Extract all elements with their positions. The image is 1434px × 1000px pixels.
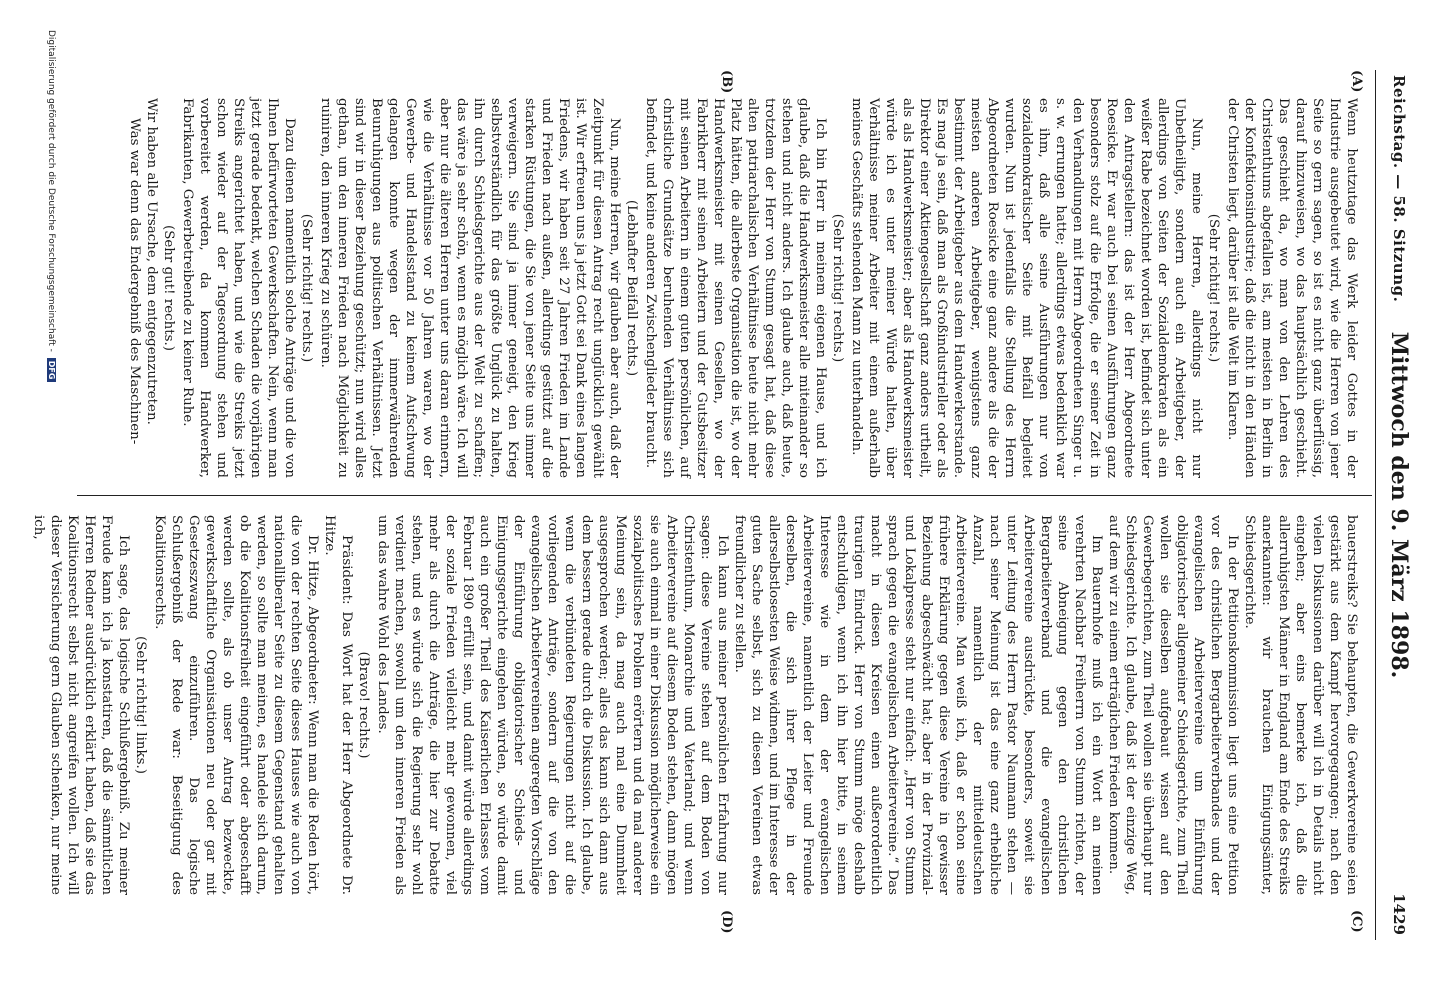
interjection: (Sehr richtig! rechts.) [1206, 213, 1221, 363]
header-title: Reichstag. — 58. Sitzung. [1390, 75, 1408, 303]
interjection: (Lebhafter Beifall rechts.) [624, 199, 639, 377]
marker-b: (B) [719, 70, 734, 94]
paragraph: Dr. Hitze, Abgeordneter: Wenn man die Reden hört, die von der rechten Seite dieses Hauses wie auch von nationalliberaler Seite zu diesem Gegenstand gehalten werden, so sollte man meinen, es handele sich darum, ob die Koalitionsfreiheit eingeführt oder abgeschafft werden sollte, als ob unser Antrag bezweckte, gewerkschaftliche Organisationen neu oder gar mit Gesetzeszwang einzuführen. Das logische Schlußergebniß der Rede war: Beseitigung des Koalitionsrechts. [152, 515, 320, 895]
right-column [31, 515, 1360, 895]
paragraph: Präsident: Das Wort hat der Herr Abgeordnete Dr. Hitze. [322, 515, 354, 895]
paragraph: Wenn heutzutage das Werk leider Gottes in der Industrie ausgebeutet wird, wie die Herren von jener Seite so gern sagen, so ist es nicht ganz überflüssig, darauf hinzuweisen, wo das hauptsächlich geschieht. Das geschieht da, wo man von den Lehren des Christenthums abgefallen ist, am meisten in Berlin in der Konfektionsindustrie; daß die nicht in den Händen der Christen liegt, darüber ist alle Welt im Klaren. [1225, 98, 1359, 478]
paragraph: bauerstreiks? Sie behaupten, die Gewerkvereine seien gestärkt aus dem Kampf hervorgegangen; nach den vielen Diskussionen darüber will ich in Details nicht eingehen; aber eins bemerke ich, daß die allerruhigsten Männer in England am Ende des Streiks anerkannten: wir brauchen Einigungsämter, Schiedsgerichte. [1242, 515, 1359, 895]
interjection: (Sehr richtig! links.) [133, 636, 148, 774]
paragraph: Ich bin Herr in meinem eigenen Hause, und ich glaube, daß die Handwerksmeister alle miteinander so stehen und nicht anders. Ich glaube auch, daß heute, trotzdem der Herr von Stumm gesagt hat, daß diese alten patriarchalischen Verhältnisse heute nicht mehr Platz hätten, die allerbeste Organisation die ist, wo der Handwerksmeister mit seinen Gesellen, wo der Fabrikherr mit seinen Arbeitern und der Gutsbesitzer mit seinen Arbeitern in einem guten persönlichen, auf christliche Grundsätze beruhenden Verhältnisse sich befindet, und keine anderen Zwischenglieder braucht. [643, 98, 828, 478]
marker-a: (A) [1349, 70, 1364, 93]
page-header [1378, 75, 1412, 935]
page-number: 1429 [1390, 893, 1408, 935]
paragraph: Wir haben alle Ursache, dem entgegenzutreten. [144, 98, 159, 425]
dfg-logo: DFG [47, 358, 56, 383]
footer-credit: Digitalisierung gefördert durch die Deutsche Forschungsgemeinschaft - [46, 30, 56, 352]
paragraph: Nun, meine Herren, wir glauben aber auch, daß der Zeitpunkt für diesen Antrag recht unglücklich gewählt ist. Wir erfreuen uns ja jetzt Gott sei Dank eines langen Friedens, wir haben seit 27 Jahren Frieden im Lande und Frieden nach außen, allerdings gestützt auf die starken Rüstungen, die Sie von jener Seite uns immer verweigern. Sie sind ja immer geneigt, den Krieg selbstverständlich für das größte Unglück zu halten, ihn durch Schiedsgerichte aus der Welt zu schaffen; das wäre ja sehr schön, wenn es möglich wäre. Ich will aber nur die älteren Herren unter uns daran erinnern, wie die Verhältnisse vor 50 Jahren waren, wo der Gewerbe- und Handelsstand zu keinem Aufschwung gelangen konnte wegen der immerwährenden Beunruhigungen aus politischen Verhältnissen. Jetzt sind wir in dieser Beziehung geschützt; nun wird alles gethan, um den inneren Frieden nach Möglichkeit zu ruiniren, den inneren Krieg zu schüren. [318, 98, 622, 478]
paragraph: Ich kann aus meiner persönlichen Erfahrung nur sagen: diese Vereine stehen auf dem Boden von Christenthum, Monarchie und Vaterland; und wenn Arbeitervereine auf diesem Boden stehen, dann mögen sie auch einmal in einer Diskussion möglicherweise ein sozialpolitisches Problem erörtern und da mal anderer Meinung sein, da mag auch mal eine Dummheit ausgesprochen werden; alles das kann sich dann aus dem bessern gerade durch die Diskussion. Ich glaube, wenn die verbündeten Regierungen nicht auf die vorliegenden Anträge, sondern auf die von den evangelischen Arbeitervereinen angeregten Vorschläge der Einführung obligatorischer Schieds- und Einigungsgerichte eingehen würden, so würde damit auch ein großer Theil des Kaiserlichen Erlasses vom Februar 1890 erfüllt sein, und damit würde allerdings der soziale Frieden vielleicht mehr gewonnen, viel mehr als durch die Anträge, die hier zur Debatte stehen, und es würde sich die Regierung sehr wohl verdient machen, sowohl um den inneren Frieden als um das wahre Wohl des Landes. [375, 515, 730, 895]
interjection: (Sehr gut! rechts.) [161, 224, 176, 351]
marker-c: (C) [1349, 910, 1364, 933]
paragraph: Ich sage, das logische Schlußergebniß. Zu meiner Freude kann ich ja konstatiren, daß die sämmtlichen Herren Redner ausdrücklich erklärt haben, daß sie das Koalitionsrecht selbst nicht angreifen wollen. Ich will dieser Versicherung gern Glauben schenken, nur meine ich, [31, 515, 131, 895]
left-column [90, 98, 1360, 478]
interjection: (Sehr richtig! rechts.) [830, 213, 845, 363]
paragraph: Im Bauernhofe muß ich ein Wort an meinen verehrten Nachbar Freiherrn von Stumm richten, der seine Abneigung gegen den christlichen Bergarbeiterverband und die evangelischen Arbeitervereine ausdrückte, besonders, soweit sie unter Leitung des Herrn Pastor Naumann stehen — nach seiner Meinung ist das eine ganz erhebliche Anzahl, namentlich der mitteldeutschen Arbeitervereine. Man weiß ich, daß er schon seine frühere Erklärung gegen diese Vereine in gewisser Beziehung abgeschwächt hat; aber in der Provinzial- und Lokalpresse steht nur einfach: „Herr von Stumm sprach gegen die evangelischen Arbeitervereine.“ Das macht in diesen Kreisen einen außerordentlich traurigen Eindruck. Herr von Stumm möge deshalb entschuldigen, wenn ich ihn hier bitte, in seinem Interesse wie in dem der evangelischen Arbeitervereine, namentlich der Leiter und Freunde derselben, die sich ihrer Pflege in der allerselbstlosesten Weise widmen, und im Interesse der guten Sache selbst, sich zu diesen Vereinen etwas freundlicher zu stellen. [732, 515, 1104, 895]
interjection: (Bravo! rechts.) [356, 651, 371, 759]
interjection: (Sehr richtig! rechts.) [299, 213, 314, 363]
header-rule [1375, 70, 1376, 940]
paragraph: Was war denn das Endergebniß des Maschinen- [127, 118, 142, 445]
page-footer [46, 30, 56, 382]
marker-d: (D) [719, 910, 734, 934]
header-date: Mittwoch den 9. März 1898. [1386, 331, 1412, 679]
paragraph: In der Petitionskommission liegt uns eine Petition vor des christlichen Bergarbeiterverbandes und der evangelischen Arbeitervereine um Einführung obligatorischer allgemeiner Schiedsgerichte, zum Theil wollen sie dieselben aufgebaut wissen auf den Gewerbegerichten, zum Theil wollen sie überhaupt nur Schiedsgerichte. Ich glaube, daß ist der einzige Weg, auf dem wir zu einem erträglichen Frieden kommen. [1106, 515, 1240, 895]
paragraph: Dazu dienen namentlich solche Anträge und die von Ihnen befürworteten Gewerkschaften. Nein, wenn man jetzt gerade bedenkt, welchen Schaden die vorjährigen Streiks angerichtet haben, und wie die Streiks jetzt schon wieder auf der Tagesordnung stehen und vorbereitet werden, da kommen Handwerker, Fabrikanten, Gewerbetreibende zu keiner Ruhe. [180, 98, 297, 478]
column-divider [77, 495, 1372, 496]
paragraph: Nun, meine Herren, allerdings nicht nur Unbetheiligte, sondern auch ein Arbeitgeber, der allerdings von Seiten der Sozialdemokraten als ein weißer Rabe bezeichnet worden ist, befindet sich unter den Antragstellern: das ist der Herr Abgeordnete Roesicke. Er war auch bei seinen Ausführungen ganz besonders stolz auf die Erfolge, die er seiner Zeit in den Verhandlungen mit Herrn Abgeordneten Singer u. s. w. errungen hatte; allerdings etwas bedenklich war es ihm, daß alle seine Ausführungen nur von sozialdemokratischer Seite mit Beifall begleitet wurden. Nun ist jedenfalls die Stellung des Herrn Abgeordneten Roesicke eine ganz andere als die der meisten anderen Arbeitgeber, wenigstens ganz bestimmt der Arbeitgeber aus dem Handwerkerstande. Es mag ja sein, daß man als Großindustrieller oder als Direktor einer Aktiengesellschaft ganz anders urtheilt, als als Handwerksmeister; aber als Handwerksmeister würde ich es unter meiner Würde halten, über Verhältnisse meiner Arbeiter mit einem außerhalb meines Geschäfts stehenden Mann zu unterhandeln. [849, 98, 1204, 478]
